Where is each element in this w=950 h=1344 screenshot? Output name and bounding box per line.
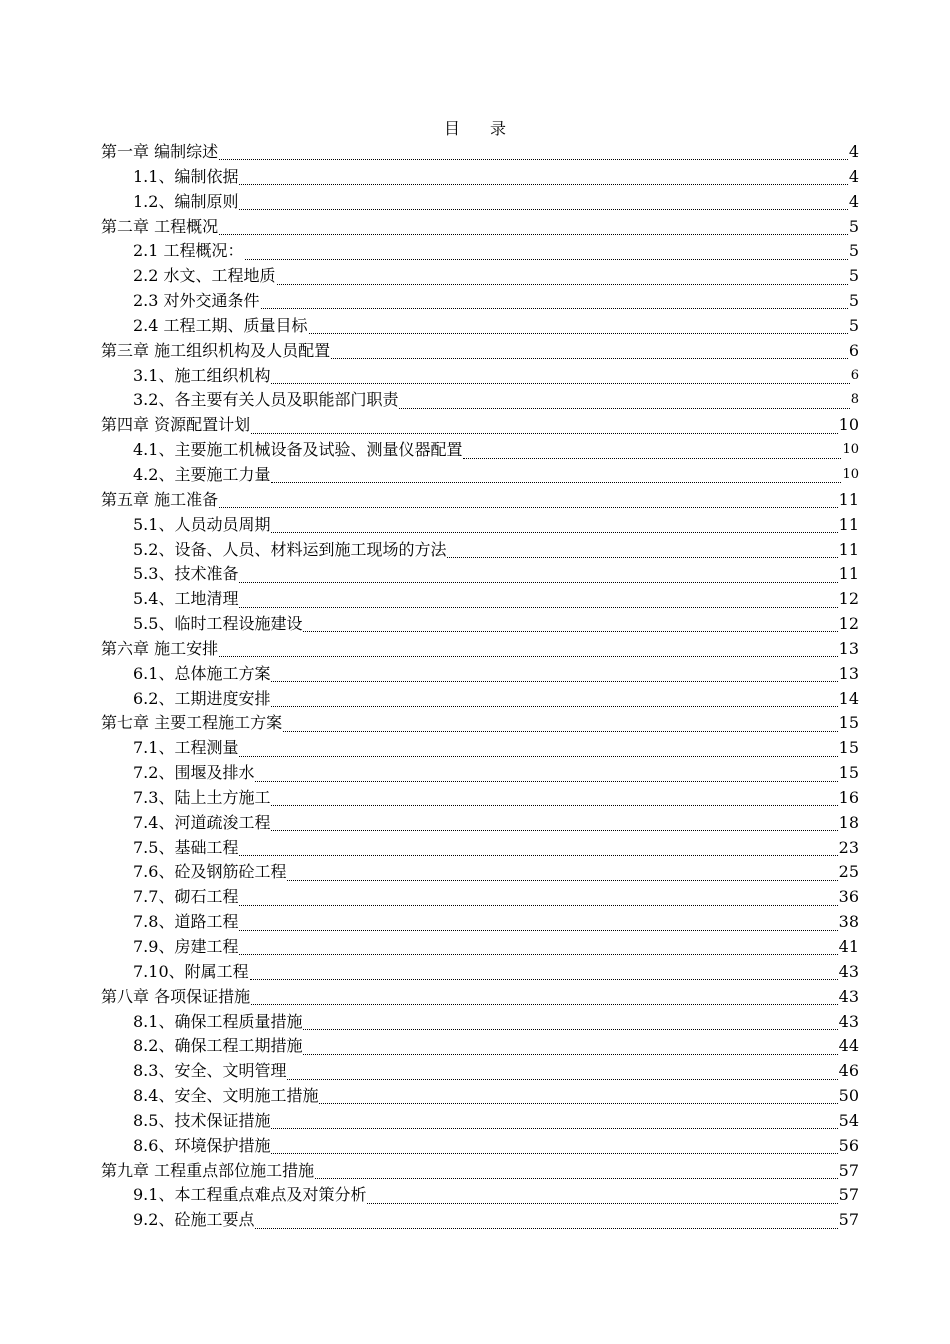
toc-section-entry[interactable] (101, 463, 859, 488)
toc-section-entry[interactable] (101, 612, 859, 637)
toc-section-entry[interactable] (101, 438, 859, 463)
toc-entry-label: 第二章 工程概况 (101, 216, 219, 236)
toc-entry-label: 7.6、砼及钢筋砼工程 (133, 862, 287, 882)
toc-page-number: 15 (838, 763, 859, 783)
toc-dot-leader (239, 208, 847, 210)
toc-entry-label: 7.1、工程测量 (133, 738, 239, 758)
toc-section-entry[interactable] (101, 786, 859, 811)
toc-dot-leader (447, 556, 837, 558)
toc-page-number: 54 (838, 1110, 859, 1130)
toc-entry-label: 2.4 工程工期、质量目标 (133, 315, 308, 335)
toc-dot-leader (219, 506, 838, 508)
toc-page-number: 41 (838, 937, 859, 956)
toc-page-number: 36 (838, 887, 859, 907)
toc-section-entry[interactable] (101, 960, 859, 985)
toc-section-entry[interactable] (101, 538, 859, 563)
toc-entry-label: 4.1、主要施工机械设备及试验、测量仪器配置 (133, 440, 463, 460)
toc-entry-label: 5.3、技术准备 (133, 564, 239, 584)
toc-page-number: 46 (838, 1061, 859, 1081)
toc-dot-leader (367, 1202, 837, 1204)
toc-entry-label: 8.2、确保工程工期措施 (133, 1036, 303, 1056)
toc-page-number: 11 (838, 564, 859, 584)
toc-section-entry[interactable] (101, 1034, 859, 1059)
toc-section-entry[interactable] (101, 190, 859, 215)
toc-entry-label: 7.9、房建工程 (133, 937, 239, 956)
toc-entry-label: 第四章 资源配置计划 (101, 415, 251, 435)
toc-entry-label: 7.2、围堰及排水 (133, 763, 255, 783)
toc-entry-label: 8.3、安全、文明管理 (133, 1061, 287, 1081)
toc-section-entry[interactable] (101, 289, 859, 314)
toc-page-number: 11 (838, 514, 859, 534)
toc-dot-leader (271, 804, 837, 806)
toc-section-entry[interactable] (101, 811, 859, 836)
toc-entry-label: 8.5、技术保证措施 (133, 1110, 271, 1130)
toc-entry-label: 4.2、主要施工力量 (133, 464, 271, 484)
toc-entry-label: 7.8、道路工程 (133, 912, 239, 932)
toc-entry-label: 第六章 施工安排 (101, 638, 219, 658)
toc-dot-leader (251, 432, 838, 434)
toc-page-number: 25 (838, 862, 859, 882)
toc-entry-label: 8.1、确保工程质量措施 (133, 1011, 303, 1031)
toc-page-number: 14 (838, 688, 859, 708)
toc-page-number: 6 (848, 340, 859, 360)
toc-dot-leader (331, 357, 848, 359)
toc-dot-leader (271, 829, 837, 831)
toc-section-entry[interactable] (101, 239, 859, 264)
toc-dot-leader (303, 630, 837, 632)
toc-dot-leader (271, 531, 837, 533)
toc-page-number: 57 (838, 1185, 859, 1205)
toc-dot-leader (271, 481, 841, 483)
toc-section-entry[interactable] (101, 314, 859, 339)
toc-chapter-entry[interactable] (101, 215, 859, 240)
toc-dot-leader (255, 1227, 837, 1229)
toc-page-number: 4 (848, 166, 859, 186)
toc-dot-leader (271, 382, 849, 384)
toc-section-entry[interactable] (101, 1084, 859, 1109)
toc-page-number: 43 (838, 986, 859, 1006)
toc-page-number: 57 (838, 1210, 859, 1230)
toc-section-entry[interactable] (101, 885, 859, 910)
toc-chapter-entry[interactable] (101, 339, 859, 364)
toc-dot-leader (271, 1127, 837, 1129)
toc-section-entry[interactable] (101, 935, 859, 960)
toc-dot-leader (219, 233, 848, 235)
toc-chapter-entry[interactable] (101, 711, 859, 736)
toc-section-entry[interactable] (101, 662, 859, 687)
toc-title (0, 116, 950, 139)
toc-section-entry[interactable] (101, 1059, 859, 1084)
toc-entry-label: 8.4、安全、文明施工措施 (133, 1086, 319, 1106)
toc-dot-leader (463, 457, 841, 459)
toc-entry-label: 第一章 编制综述 (101, 142, 219, 161)
toc-dot-leader (219, 158, 848, 160)
toc-dot-leader (303, 1053, 837, 1055)
toc-dot-leader (239, 929, 837, 931)
toc-dot-leader (251, 1003, 838, 1005)
toc-section-entry[interactable] (101, 910, 859, 935)
toc-entry-label: 1.1、编制依据 (133, 166, 239, 186)
toc-dot-leader (309, 332, 848, 334)
toc-chapter-entry[interactable] (101, 1159, 859, 1184)
toc-section-entry[interactable] (101, 264, 859, 289)
toc-entry-label: 9.2、砼施工要点 (133, 1210, 255, 1230)
toc-entry-label: 7.4、河道疏浚工程 (133, 812, 271, 832)
toc-entry-label: 1.2、编制原则 (133, 191, 239, 211)
toc-section-entry[interactable] (101, 1183, 859, 1208)
toc-dot-leader (283, 730, 838, 732)
toc-entry-label: 7.3、陆上土方施工 (133, 787, 271, 807)
toc-page-number: 8 (850, 392, 859, 408)
toc-page-number: 11 (838, 539, 859, 559)
toc-entry-label: 8.6、环境保护措施 (133, 1135, 271, 1155)
toc-section-entry[interactable] (101, 1010, 859, 1035)
toc-section-entry[interactable] (101, 1134, 859, 1159)
toc-dot-leader (271, 705, 837, 707)
toc-dot-leader (245, 258, 848, 260)
toc-section-entry[interactable] (101, 165, 859, 190)
toc-page-number: 56 (838, 1135, 859, 1155)
toc-page-number: 13 (838, 638, 859, 658)
toc-page-number: 10 (842, 442, 859, 458)
toc-section-entry[interactable] (101, 587, 859, 612)
toc-chapter-entry[interactable] (101, 140, 859, 165)
toc-entry-label: 3.1、施工组织机构 (133, 365, 271, 385)
toc-entry-label: 2.3 对外交通条件 (133, 291, 260, 311)
toc-page-number: 57 (838, 1160, 859, 1180)
toc-page-number: 16 (838, 787, 859, 807)
toc-entry-label: 5.2、设备、人员、材料运到施工现场的方法 (133, 539, 447, 559)
toc-page-number: 5 (848, 266, 859, 286)
toc-section-entry[interactable] (101, 364, 859, 389)
toc-title-right: 录 (490, 119, 507, 138)
toc-dot-leader (287, 879, 837, 881)
toc-page-number: 44 (838, 1036, 859, 1056)
toc-dot-leader (315, 1177, 838, 1179)
toc-page-number: 10 (842, 466, 859, 482)
toc-dot-leader (271, 680, 837, 682)
toc-entry-label: 5.1、人员动员周期 (133, 514, 271, 534)
toc-entry-label: 第三章 施工组织机构及人员配置 (101, 340, 331, 360)
toc-section-entry[interactable] (101, 860, 859, 885)
toc-entry-label: 6.1、总体施工方案 (133, 663, 271, 683)
toc-entry-label: 2.1 工程概况： (133, 241, 244, 261)
toc-section-entry[interactable] (101, 1109, 859, 1134)
toc-page-number: 5 (848, 291, 859, 311)
toc-page-number: 43 (838, 961, 859, 981)
toc-section-entry[interactable] (101, 513, 859, 538)
toc-dot-leader (239, 854, 837, 856)
toc-entry-label: 7.5、基础工程 (133, 837, 239, 857)
toc-dot-leader (239, 953, 837, 955)
toc-dot-leader (239, 581, 837, 583)
toc-dot-leader (303, 1028, 837, 1030)
toc-section-entry[interactable] (101, 761, 859, 786)
toc-section-entry[interactable] (101, 687, 859, 712)
toc-dot-leader (239, 904, 837, 906)
toc-dot-leader (319, 1102, 837, 1104)
toc-dot-leader (239, 183, 847, 185)
toc-chapter-entry[interactable] (101, 413, 859, 438)
toc-entry-label: 第八章 各项保证措施 (101, 986, 251, 1006)
toc-entry-label: 7.10、附属工程 (133, 961, 249, 981)
toc-entry-label: 3.2、各主要有关人员及职能部门职责 (133, 390, 399, 410)
toc-section-entry[interactable] (101, 388, 859, 413)
toc-entry-label: 6.2、工期进度安排 (133, 688, 271, 708)
toc-entry-label: 2.2 水文、工程地质 (133, 266, 276, 286)
toc-page-number: 12 (838, 614, 859, 634)
toc-chapter-entry[interactable] (101, 637, 859, 662)
toc-dot-leader (287, 1078, 837, 1080)
toc-list (101, 140, 859, 1233)
toc-dot-leader (277, 283, 848, 285)
toc-entry-label: 7.7、砌石工程 (133, 887, 239, 907)
toc-chapter-entry[interactable] (101, 985, 859, 1010)
toc-page-number: 5 (848, 315, 859, 335)
toc-page-number: 15 (838, 713, 859, 733)
toc-page-number: 15 (838, 738, 859, 758)
toc-dot-leader (271, 1152, 837, 1154)
toc-page-number: 38 (838, 912, 859, 932)
toc-dot-leader (399, 407, 849, 409)
toc-page-number: 43 (838, 1011, 859, 1031)
toc-title-left: 目 (443, 119, 460, 138)
toc-entry-label: 第五章 施工准备 (101, 489, 219, 509)
toc-entry-label: 9.1、本工程重点难点及对策分析 (133, 1185, 367, 1205)
toc-dot-leader (255, 780, 837, 782)
toc-entry-label: 第九章 工程重点部位施工措施 (101, 1160, 315, 1180)
toc-section-entry[interactable] (101, 736, 859, 761)
toc-chapter-entry[interactable] (101, 488, 859, 513)
toc-page-number: 4 (848, 191, 859, 211)
toc-section-entry[interactable] (101, 1208, 859, 1233)
toc-section-entry[interactable] (101, 836, 859, 861)
toc-dot-leader (250, 978, 838, 980)
toc-page-number: 12 (838, 589, 859, 609)
toc-page-number: 13 (838, 663, 859, 683)
toc-page-number: 50 (838, 1086, 859, 1106)
toc-page-number: 5 (848, 241, 859, 261)
toc-entry-label: 5.5、临时工程设施建设 (133, 614, 303, 634)
toc-dot-leader (239, 606, 837, 608)
toc-page-number: 5 (848, 216, 859, 236)
toc-entry-label: 5.4、工地清理 (133, 589, 239, 609)
toc-page-number: 4 (848, 142, 859, 161)
toc-entry-label: 第七章 主要工程施工方案 (101, 713, 283, 733)
toc-section-entry[interactable] (101, 562, 859, 587)
toc-page-number: 10 (838, 415, 859, 435)
toc-page-number: 18 (838, 812, 859, 832)
toc-page-number: 6 (850, 367, 859, 383)
toc-page-number: 23 (838, 837, 859, 857)
toc-page-number: 11 (838, 489, 859, 509)
toc-dot-leader (239, 755, 837, 757)
toc-dot-leader (261, 307, 848, 309)
toc-dot-leader (219, 655, 838, 657)
